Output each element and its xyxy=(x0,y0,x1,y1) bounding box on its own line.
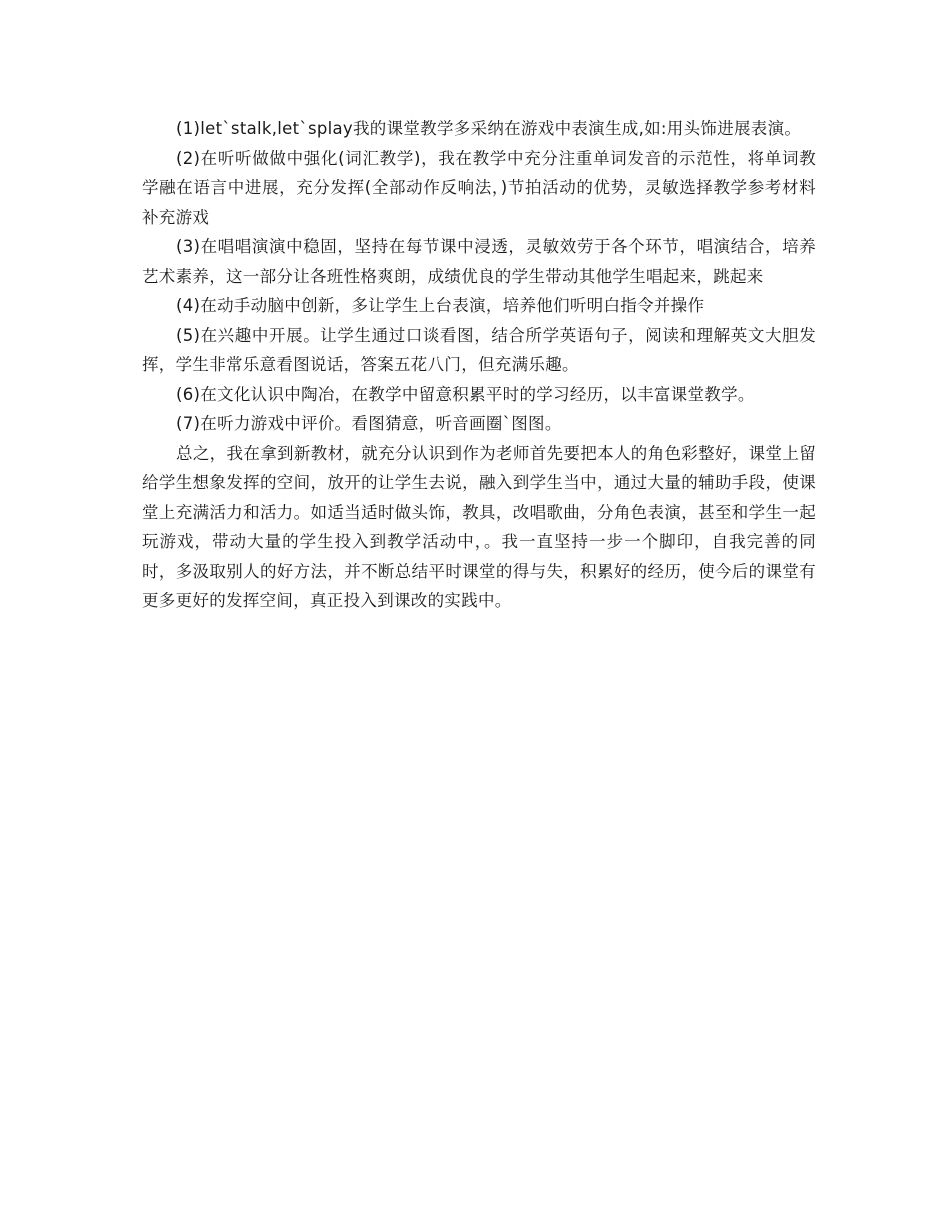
paragraph-7: (7)在听力游戏中评价。看图猜意，听音画圈`图图。 xyxy=(176,414,562,433)
paragraph-6: (6)在文化认识中陶冶，在教学中留意积累平时的学习经历，以丰富课堂教学。 xyxy=(176,384,755,404)
paragraph-3: (3)在唱唱演演中稳固，坚持在每节课中浸透，灵敏效劳于各个环节，唱演结合，培养艺术素养，这一部分让各班性格爽朗，成绩优良的学生带动其他学生唱起来，跳起来 xyxy=(142,237,816,286)
paragraph-4: (4)在动手动脑中创新，多让学生上台表演，培养他们听明白指令并操作 xyxy=(176,296,705,315)
paragraph-2: (2)在听听做做中强化(词汇教学)，我在教学中充分注重单词发音的示范性，将单词教学融在语言中进展，充分发挥(全部动作反响法，)节拍活动的优势，灵敏选择教学参考材料补充游戏 xyxy=(142,148,816,227)
paragraph-1: (1)let`stalk,let`splay我的课堂教学多采纳在游戏中表演生成,如:用头饰进展表演。 xyxy=(176,119,802,138)
document-page xyxy=(142,114,816,616)
paragraph-summary: 总之，我在拿到新教材，就充分认识到作为老师首先要把本人的角色彩整好，课堂上留给学生想象发挥的空间，放开的让学生去说，融入到学生当中，通过大量的辅助手段，使课堂上充满活力和活力。如适当适时做头饰，教具，改唱歌曲，分角色表演，甚至和学生一起玩游戏，带动大量的学生投入到教学活动中，。我一直坚持一步一个脚印，自我完善的同时，多汲取别人的好方法，并不断总结平时课堂的得与失，积累好的经历，使今后的课堂有更多更好的发挥空间，真正投入到课改的实践中。 xyxy=(142,443,816,610)
paragraph-5: (5)在兴趣中开展。让学生通过口谈看图，结合所学英语句子，阅读和理解英文大胆发挥，学生非常乐意看图说话，答案五花八门，但充满乐趣。 xyxy=(142,325,816,374)
